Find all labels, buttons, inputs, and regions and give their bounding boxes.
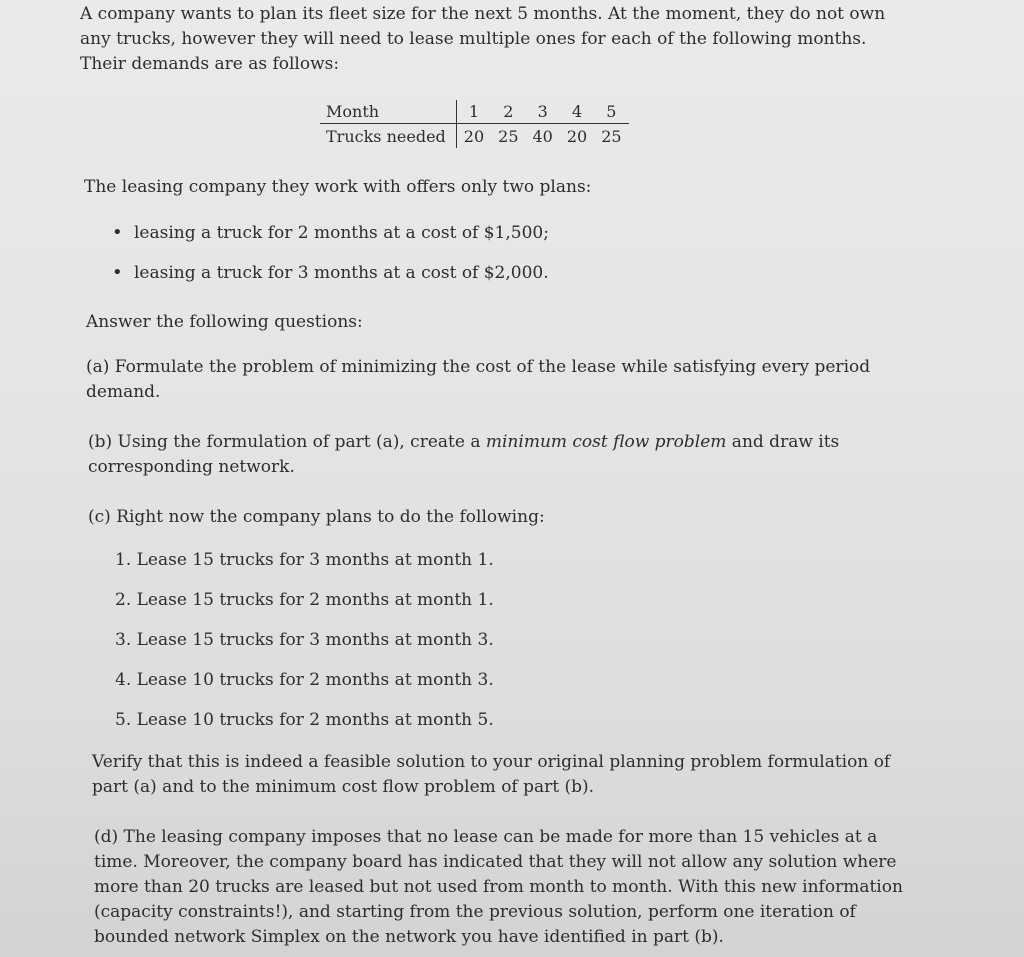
trucks-cell: 25 <box>601 127 622 146</box>
month-cell: 1 <box>456 100 491 124</box>
table-row-trucks <box>320 124 629 149</box>
step-item: 1. Lease 15 trucks for 3 months at month 1. <box>115 550 494 570</box>
leasing-intro: The leasing company they work with offers only two plans: <box>84 177 592 197</box>
part-b-emphasis: minimum cost flow problem <box>485 432 727 452</box>
demand-table <box>320 100 629 148</box>
step-item: 5. Lease 10 trucks for 2 months at month 5. <box>115 710 494 730</box>
step-item: 3. Lease 15 trucks for 3 months at month 3. <box>115 630 494 650</box>
trucks-cell: 20 <box>566 127 588 146</box>
table-row-months <box>320 100 629 124</box>
month-cell: 5 <box>594 100 628 124</box>
intro-paragraph: A company wants to plan its fleet size for the next 5 months. At the moment, they do not own any trucks, however they will need to lease multiple ones for each of the following months. Their demands are as follows: <box>80 4 886 74</box>
month-cell: 2 <box>491 100 525 124</box>
plan-item: • leasing a truck for 3 months at a cost of $2,000. <box>112 260 549 286</box>
step-item: 2. Lease 15 trucks for 2 months at month 1. <box>115 590 494 610</box>
trucks-cell: 20 <box>463 127 485 146</box>
step-item: 4. Lease 10 trucks for 2 months at month 3. <box>115 670 494 690</box>
answer-intro: Answer the following questions: <box>86 312 363 332</box>
month-cell: 4 <box>560 100 594 124</box>
plan-item: • leasing a truck for 2 months at a cost of $1,500; <box>112 220 549 246</box>
question-part-b <box>88 430 908 480</box>
question-part-c: (c) Right now the company plans to do the following: <box>88 507 545 527</box>
plan-steps <box>115 548 494 748</box>
part-b-text-before: (b) Using the formulation of part (a), create a <box>88 432 486 452</box>
question-part-a: (a) Formulate the problem of minimizing the cost of the lease while satisfying every period demand. <box>86 357 871 402</box>
trucks-cell: 40 <box>532 127 553 146</box>
question-part-d: (d) The leasing company imposes that no lease can be made for more than 15 vehicles at a time. Moreover, the company board has indicated that they will not allow any solution where more than 20 trucks are leased but not used from month to month. With this new information (capacity constraints!), and starting from the previous solution, perform one iteration of bounded network Simplex on the network you have identified in part (b). <box>94 827 903 947</box>
trucks-cell: 25 <box>498 127 519 146</box>
month-header: Month <box>320 100 456 124</box>
month-cell: 3 <box>526 100 560 124</box>
verify-paragraph: Verify that this is indeed a feasible solution to your original planning problem formulation of part (a) and to the minimum cost flow problem of part (b). <box>92 752 891 797</box>
part-b-text-after: and draw its corresponding network. <box>88 432 840 477</box>
trucks-header: Trucks needed <box>320 124 456 149</box>
plan-list <box>112 220 549 300</box>
